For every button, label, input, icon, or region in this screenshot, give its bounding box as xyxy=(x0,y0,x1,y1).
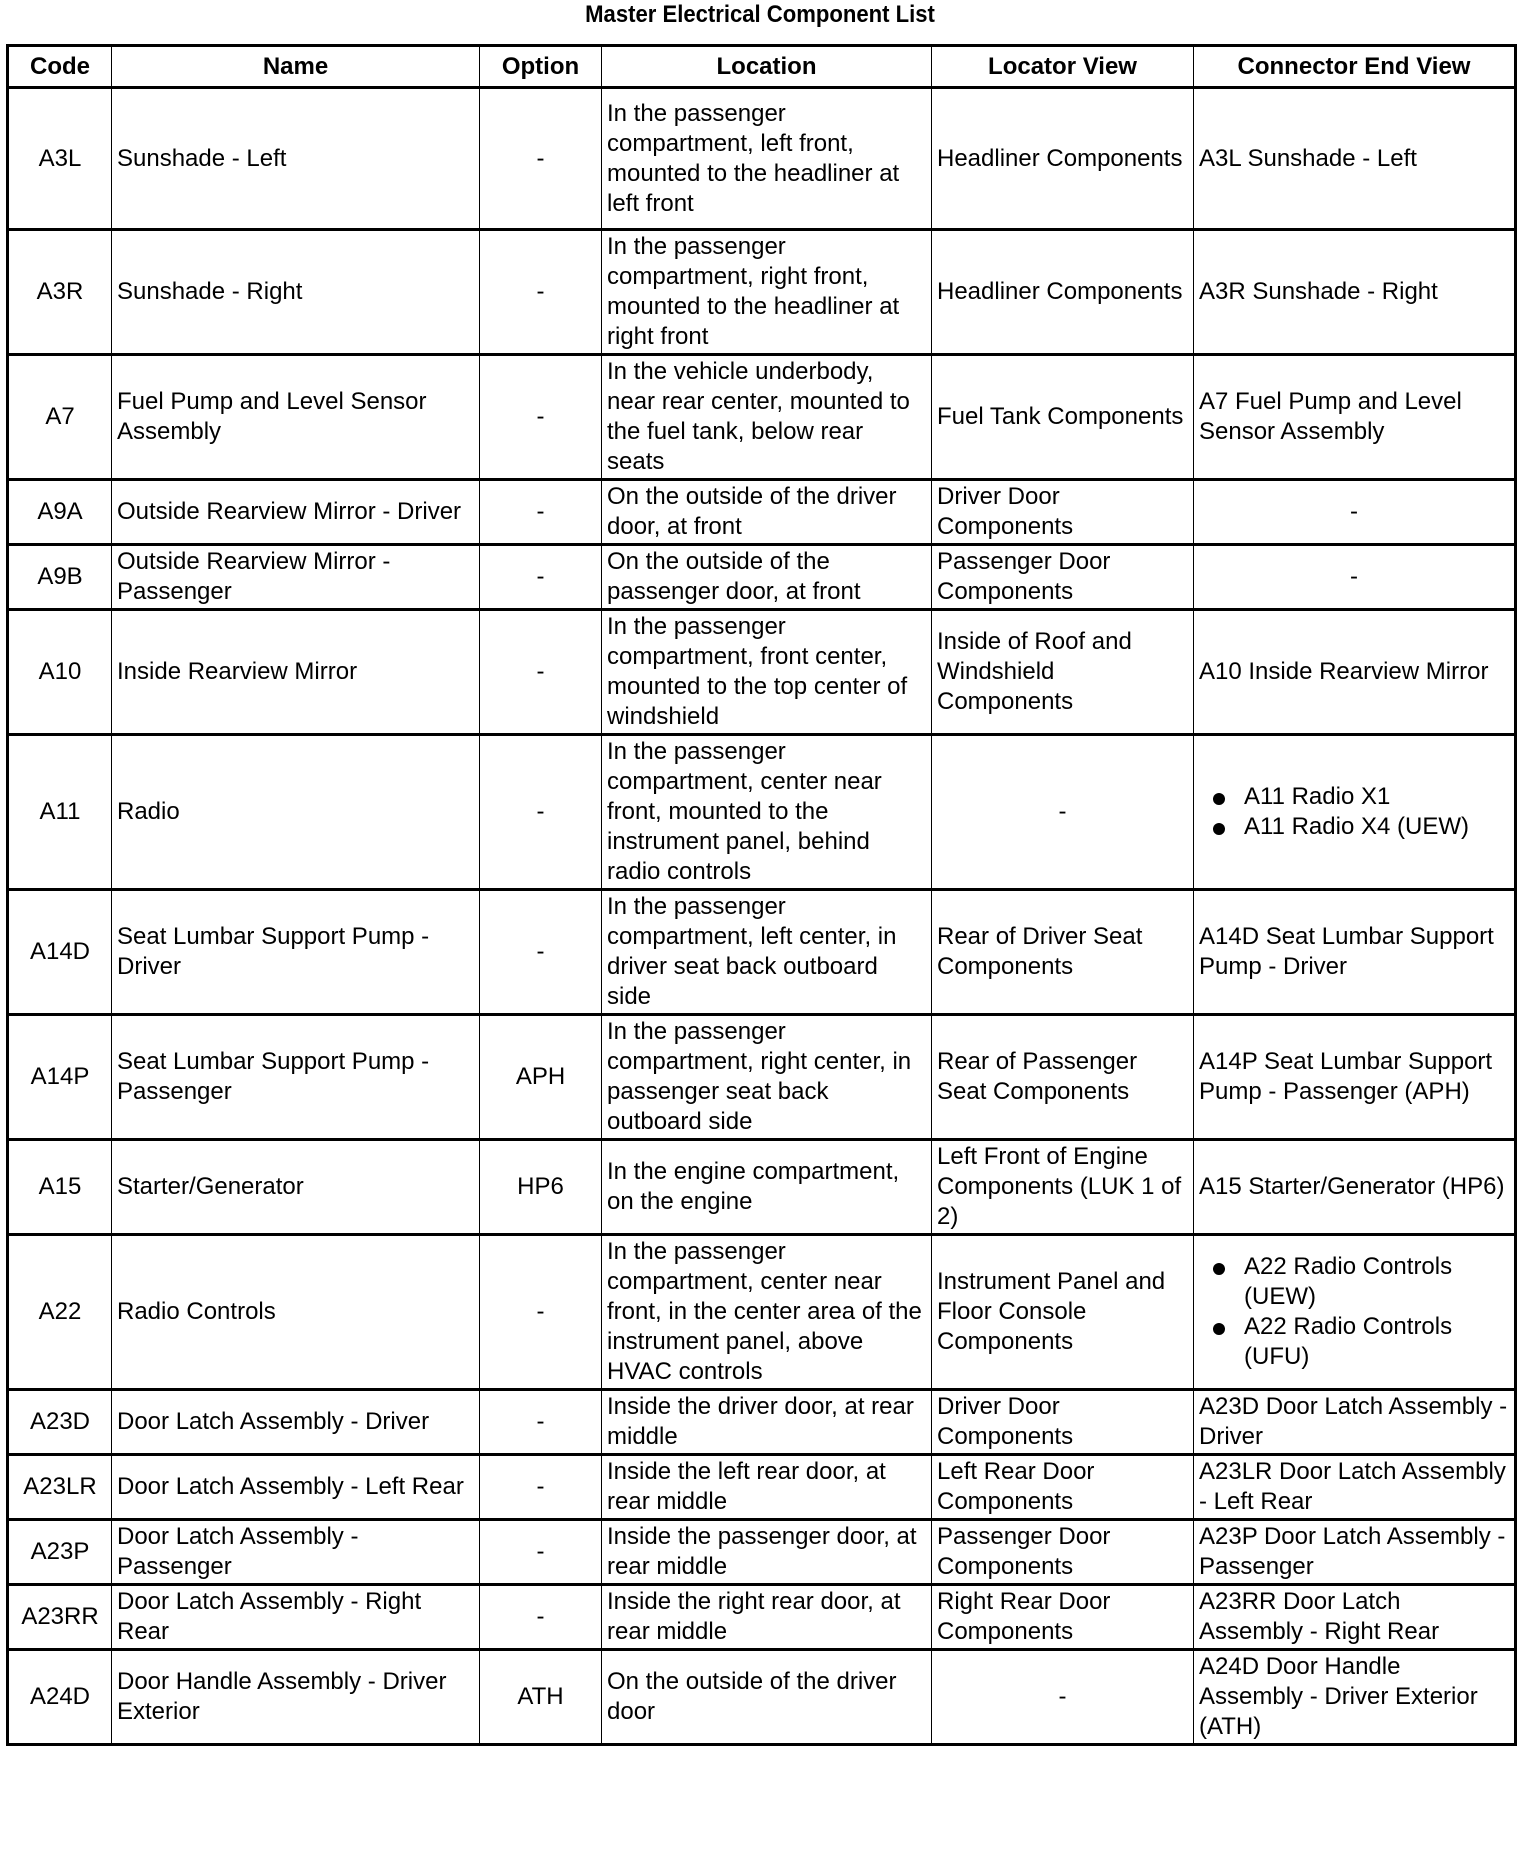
cell-location: In the passenger compartment, left front, mounted to the headliner at left front xyxy=(602,88,932,230)
connector-list-item: A11 Radio X4 (UEW) xyxy=(1244,812,1509,842)
cell-code: A15 xyxy=(8,1140,112,1235)
table-row xyxy=(8,1650,1516,1745)
connector-list-item: A22 Radio Controls (UFU) xyxy=(1244,1312,1509,1372)
table-row xyxy=(8,1015,1516,1140)
table-row xyxy=(8,88,1516,230)
connector-end-view-text: A23D Door Latch Assembly - Driver xyxy=(1199,1393,1508,1450)
cell-name: Inside Rearview Mirror xyxy=(112,610,480,735)
cell-locator-view: Driver Door Components xyxy=(932,480,1194,545)
cell-locator-view: Driver Door Components xyxy=(932,1390,1194,1455)
column-header-connector-end-view: Connector End View xyxy=(1194,46,1516,88)
cell-connector-end-view xyxy=(1194,545,1516,610)
cell-name: Seat Lumbar Support Pump - Driver xyxy=(112,890,480,1015)
connector-end-view-text: A14D Seat Lumbar Support Pump - Driver xyxy=(1199,923,1494,980)
table-row xyxy=(8,1520,1516,1585)
cell-location: On the outside of the driver door, at front xyxy=(602,480,932,545)
cell-connector-end-view xyxy=(1194,230,1516,355)
cell-name: Door Latch Assembly - Right Rear xyxy=(112,1585,480,1650)
cell-locator-view: Passenger Door Components xyxy=(932,1520,1194,1585)
cell-option: - xyxy=(480,1390,602,1455)
cell-option: - xyxy=(480,735,602,890)
cell-code: A24D xyxy=(8,1650,112,1745)
cell-locator-view: Inside of Roof and Windshield Components xyxy=(932,610,1194,735)
cell-code: A23D xyxy=(8,1390,112,1455)
cell-locator-view: Rear of Passenger Seat Components xyxy=(932,1015,1194,1140)
cell-option: - xyxy=(480,1235,602,1390)
cell-option: - xyxy=(480,230,602,355)
cell-location: In the passenger compartment, right front, mounted to the headliner at right front xyxy=(602,230,932,355)
cell-connector-end-view xyxy=(1194,1455,1516,1520)
table-row xyxy=(8,1455,1516,1520)
cell-locator-view: Instrument Panel and Floor Console Components xyxy=(932,1235,1194,1390)
cell-name: Radio xyxy=(112,735,480,890)
table-row xyxy=(8,355,1516,480)
cell-connector-end-view xyxy=(1194,1015,1516,1140)
cell-locator-view: Rear of Driver Seat Components xyxy=(932,890,1194,1015)
cell-name: Radio Controls xyxy=(112,1235,480,1390)
connector-list xyxy=(1199,1252,1509,1372)
connector-end-view-text: A15 Starter/Generator (HP6) xyxy=(1199,1173,1505,1200)
cell-location: Inside the right rear door, at rear middle xyxy=(602,1585,932,1650)
column-header-locator-view: Locator View xyxy=(932,46,1194,88)
column-header-code: Code xyxy=(8,46,112,88)
cell-option: - xyxy=(480,88,602,230)
cell-connector-end-view xyxy=(1194,1585,1516,1650)
cell-code: A14P xyxy=(8,1015,112,1140)
cell-connector-end-view xyxy=(1194,88,1516,230)
table-row xyxy=(8,890,1516,1015)
table-row xyxy=(8,1235,1516,1390)
table-row xyxy=(8,480,1516,545)
cell-option: - xyxy=(480,1585,602,1650)
table-header-row xyxy=(8,46,1516,88)
column-header-location: Location xyxy=(602,46,932,88)
cell-name: Sunshade - Right xyxy=(112,230,480,355)
cell-name: Door Latch Assembly - Passenger xyxy=(112,1520,480,1585)
cell-option: - xyxy=(480,1520,602,1585)
cell-locator-view: Passenger Door Components xyxy=(932,545,1194,610)
connector-end-view-text: A23P Door Latch Assembly - Passenger xyxy=(1199,1523,1506,1580)
cell-name: Sunshade - Left xyxy=(112,88,480,230)
cell-name: Door Handle Assembly - Driver Exterior xyxy=(112,1650,480,1745)
cell-name: Seat Lumbar Support Pump - Passenger xyxy=(112,1015,480,1140)
cell-connector-end-view xyxy=(1194,1520,1516,1585)
connector-end-view-text: A14P Seat Lumbar Support Pump - Passenger (APH) xyxy=(1199,1048,1493,1105)
cell-code: A3L xyxy=(8,88,112,230)
connector-end-view-text: A3R Sunshade - Right xyxy=(1199,278,1438,305)
table-row xyxy=(8,610,1516,735)
cell-location: On the outside of the driver door xyxy=(602,1650,932,1745)
cell-connector-end-view xyxy=(1194,1140,1516,1235)
column-header-name: Name xyxy=(112,46,480,88)
cell-location: In the passenger compartment, left center, in driver seat back outboard side xyxy=(602,890,932,1015)
connector-list xyxy=(1199,782,1509,842)
cell-connector-end-view xyxy=(1194,735,1516,890)
connector-end-view-text: - xyxy=(1350,563,1358,590)
cell-option: - xyxy=(480,545,602,610)
cell-connector-end-view xyxy=(1194,610,1516,735)
cell-location: In the passenger compartment, center near front, mounted to the instrument panel, behind radio controls xyxy=(602,735,932,890)
table-row xyxy=(8,1140,1516,1235)
cell-locator-view: Headliner Components xyxy=(932,230,1194,355)
cell-code: A9B xyxy=(8,545,112,610)
cell-location: In the vehicle underbody, near rear center, mounted to the fuel tank, below rear seats xyxy=(602,355,932,480)
cell-locator-view: Fuel Tank Components xyxy=(932,355,1194,480)
table-row xyxy=(8,1585,1516,1650)
cell-option: - xyxy=(480,480,602,545)
cell-connector-end-view xyxy=(1194,890,1516,1015)
cell-location: In the passenger compartment, right center, in passenger seat back outboard side xyxy=(602,1015,932,1140)
cell-location: In the passenger compartment, front center, mounted to the top center of windshield xyxy=(602,610,932,735)
cell-code: A14D xyxy=(8,890,112,1015)
cell-connector-end-view xyxy=(1194,1650,1516,1745)
cell-option: - xyxy=(480,890,602,1015)
cell-option: - xyxy=(480,355,602,480)
cell-location: In the engine compartment, on the engine xyxy=(602,1140,932,1235)
cell-name: Door Latch Assembly - Left Rear xyxy=(112,1455,480,1520)
connector-end-view-text: - xyxy=(1350,498,1358,525)
cell-code: A22 xyxy=(8,1235,112,1390)
cell-locator-view: - xyxy=(932,1650,1194,1745)
table-row xyxy=(8,230,1516,355)
table-row xyxy=(8,545,1516,610)
connector-end-view-text: A23RR Door Latch Assembly - Right Rear xyxy=(1199,1588,1440,1645)
cell-code: A9A xyxy=(8,480,112,545)
connector-end-view-text: A7 Fuel Pump and Level Sensor Assembly xyxy=(1199,388,1462,445)
cell-code: A23RR xyxy=(8,1585,112,1650)
connector-end-view-text: A3L Sunshade - Left xyxy=(1199,144,1417,172)
cell-name: Starter/Generator xyxy=(112,1140,480,1235)
cell-locator-view: Headliner Components xyxy=(932,88,1194,230)
cell-option: HP6 xyxy=(480,1140,602,1235)
document-title: Master Electrical Component List xyxy=(585,1,935,28)
connector-list-item: A11 Radio X1 xyxy=(1244,782,1509,812)
cell-connector-end-view xyxy=(1194,1390,1516,1455)
cell-connector-end-view xyxy=(1194,1235,1516,1390)
cell-location: Inside the passenger door, at rear middle xyxy=(602,1520,932,1585)
cell-code: A3R xyxy=(8,230,112,355)
cell-code: A7 xyxy=(8,355,112,480)
cell-locator-view: Right Rear Door Components xyxy=(932,1585,1194,1650)
cell-locator-view: - xyxy=(932,735,1194,890)
cell-name: Outside Rearview Mirror - Passenger xyxy=(112,545,480,610)
column-header-option: Option xyxy=(480,46,602,88)
cell-option: APH xyxy=(480,1015,602,1140)
cell-location: In the passenger compartment, center near front, in the center area of the instrument panel, above HVAC controls xyxy=(602,1235,932,1390)
cell-option: ATH xyxy=(480,1650,602,1745)
cell-locator-view: Left Rear Door Components xyxy=(932,1455,1194,1520)
cell-name: Outside Rearview Mirror - Driver xyxy=(112,480,480,545)
cell-code: A11 xyxy=(8,735,112,890)
component-table xyxy=(6,44,1517,1746)
connector-list-item: A22 Radio Controls (UEW) xyxy=(1244,1252,1509,1312)
connector-end-view-text: A24D Door Handle Assembly - Driver Exterior (ATH) xyxy=(1199,1653,1478,1740)
cell-option: - xyxy=(480,1455,602,1520)
cell-connector-end-view xyxy=(1194,480,1516,545)
table-row xyxy=(8,735,1516,890)
cell-connector-end-view xyxy=(1194,355,1516,480)
cell-location: Inside the left rear door, at rear middle xyxy=(602,1455,932,1520)
cell-location: Inside the driver door, at rear middle xyxy=(602,1390,932,1455)
cell-code: A23P xyxy=(8,1520,112,1585)
cell-name: Door Latch Assembly - Driver xyxy=(112,1390,480,1455)
cell-locator-view: Left Front of Engine Components (LUK 1 of 2) xyxy=(932,1140,1194,1235)
connector-end-view-text: A23LR Door Latch Assembly - Left Rear xyxy=(1199,1458,1506,1515)
cell-location: On the outside of the passenger door, at front xyxy=(602,545,932,610)
table-row xyxy=(8,1390,1516,1455)
cell-option: - xyxy=(480,610,602,735)
connector-end-view-text: A10 Inside Rearview Mirror xyxy=(1199,658,1489,685)
cell-name: Fuel Pump and Level Sensor Assembly xyxy=(112,355,480,480)
cell-code: A10 xyxy=(8,610,112,735)
cell-code: A23LR xyxy=(8,1455,112,1520)
